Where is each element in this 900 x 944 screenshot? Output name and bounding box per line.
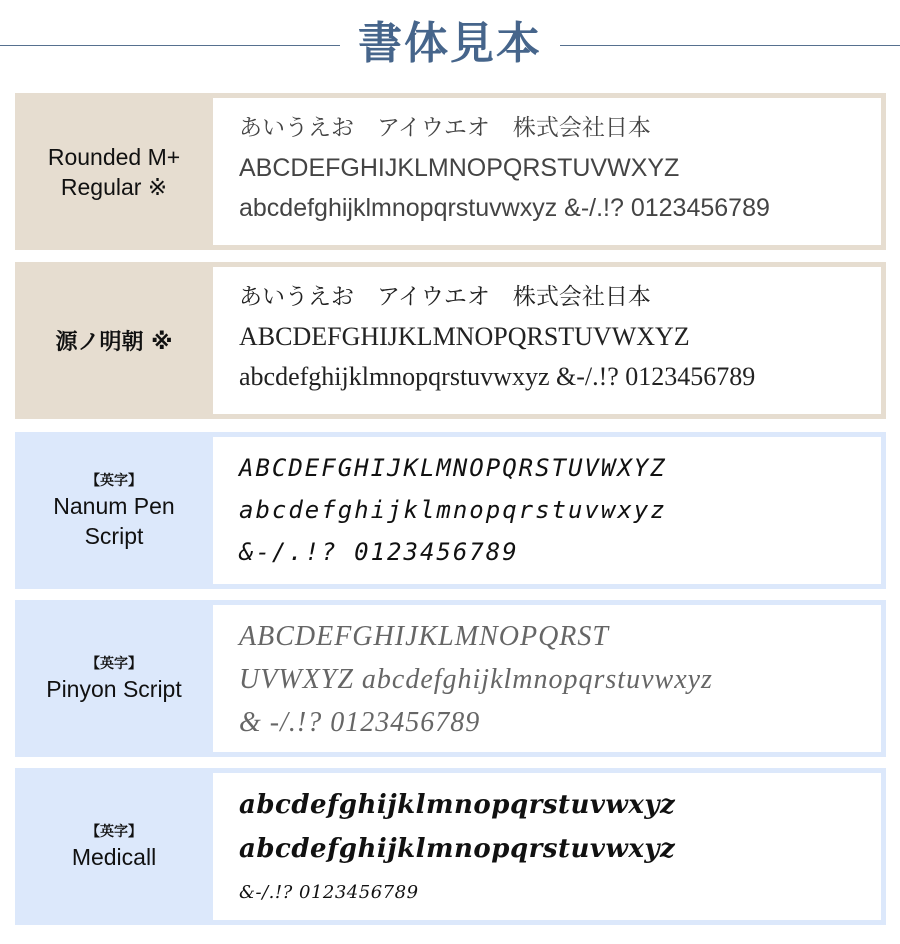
sample-line-symbols: & -/.!? 0123456789 (239, 707, 481, 738)
font-label (15, 600, 213, 757)
font-name-line-2: Script (84, 522, 144, 549)
font-name-line-1: Medicall (71, 843, 157, 870)
sample-line-symbols: &-/.!? 0123456789 (239, 538, 519, 566)
font-row-pinyon-script (15, 600, 886, 757)
sample-line-mixed: UVWXYZ abcdefghijklmnopqrstuvwxyz (239, 664, 713, 695)
sample-line-lowercase: abcdefghijklmnopqrstuvwxyz &-/.!? 0123456789 (239, 362, 756, 391)
font-row-source-han-serif (15, 262, 886, 419)
font-row-nanum-pen-script (15, 432, 886, 589)
sample-line-uppercase: ABCDEFGHIJKLMNOPQRSTUVWXYZ (239, 454, 667, 482)
sample-line-kana: あいうえお アイウエオ 株式会社日本 (239, 284, 651, 310)
font-name-line-2: Regular ※ (60, 173, 168, 200)
page-header (0, 0, 900, 92)
header-rule-left (0, 45, 340, 46)
sample-line-lowercase: abcdefghijklmnopqrstuvwxyz (239, 496, 667, 524)
sample-line-uppercase: ABCDEFGHIJKLMNOPQRSTUVWXYZ (239, 322, 690, 351)
font-sample-box (213, 773, 881, 920)
sample-line-kana: あいうえお アイウエオ 株式会社日本 (239, 115, 651, 141)
font-row-rounded-mplus (15, 93, 886, 250)
font-sample-box (213, 98, 881, 245)
sample-line-lowercase-2: abcdefghijklmnopqrstuvwxyz (239, 834, 676, 864)
font-tag: 【英字】 (86, 655, 142, 672)
font-name-line-1: Rounded M+ (47, 143, 181, 170)
page-title: 書体見本 (358, 18, 542, 69)
header-rule-right (560, 45, 900, 46)
font-label (15, 768, 213, 925)
font-sample-box (213, 605, 881, 752)
font-row-medicall (15, 768, 886, 925)
sample-line-lowercase: abcdefghijklmnopqrstuvwxyz (239, 790, 676, 820)
font-sample-box (213, 267, 881, 414)
font-tag: 【英字】 (86, 472, 142, 489)
font-label (15, 432, 213, 589)
font-name-line-1: 源ノ明朝 ※ (55, 330, 173, 355)
font-sample-box (213, 437, 881, 584)
font-label (15, 93, 213, 250)
sample-line-symbols: &-/.!? 0123456789 (239, 882, 419, 903)
font-tag: 【英字】 (86, 823, 142, 840)
sample-line-lowercase: abcdefghijklmnopqrstuvwxyz &-/.!? 0123456789 (239, 194, 770, 222)
font-name-line-1: Pinyon Script (46, 675, 182, 702)
font-label (15, 262, 213, 419)
sample-line-uppercase: ABCDEFGHIJKLMNOPQRSTUVWXYZ (239, 154, 680, 182)
sample-line-uppercase: ABCDEFGHIJKLMNOPQRST (239, 621, 609, 652)
font-name-line-1: Nanum Pen (53, 492, 175, 519)
